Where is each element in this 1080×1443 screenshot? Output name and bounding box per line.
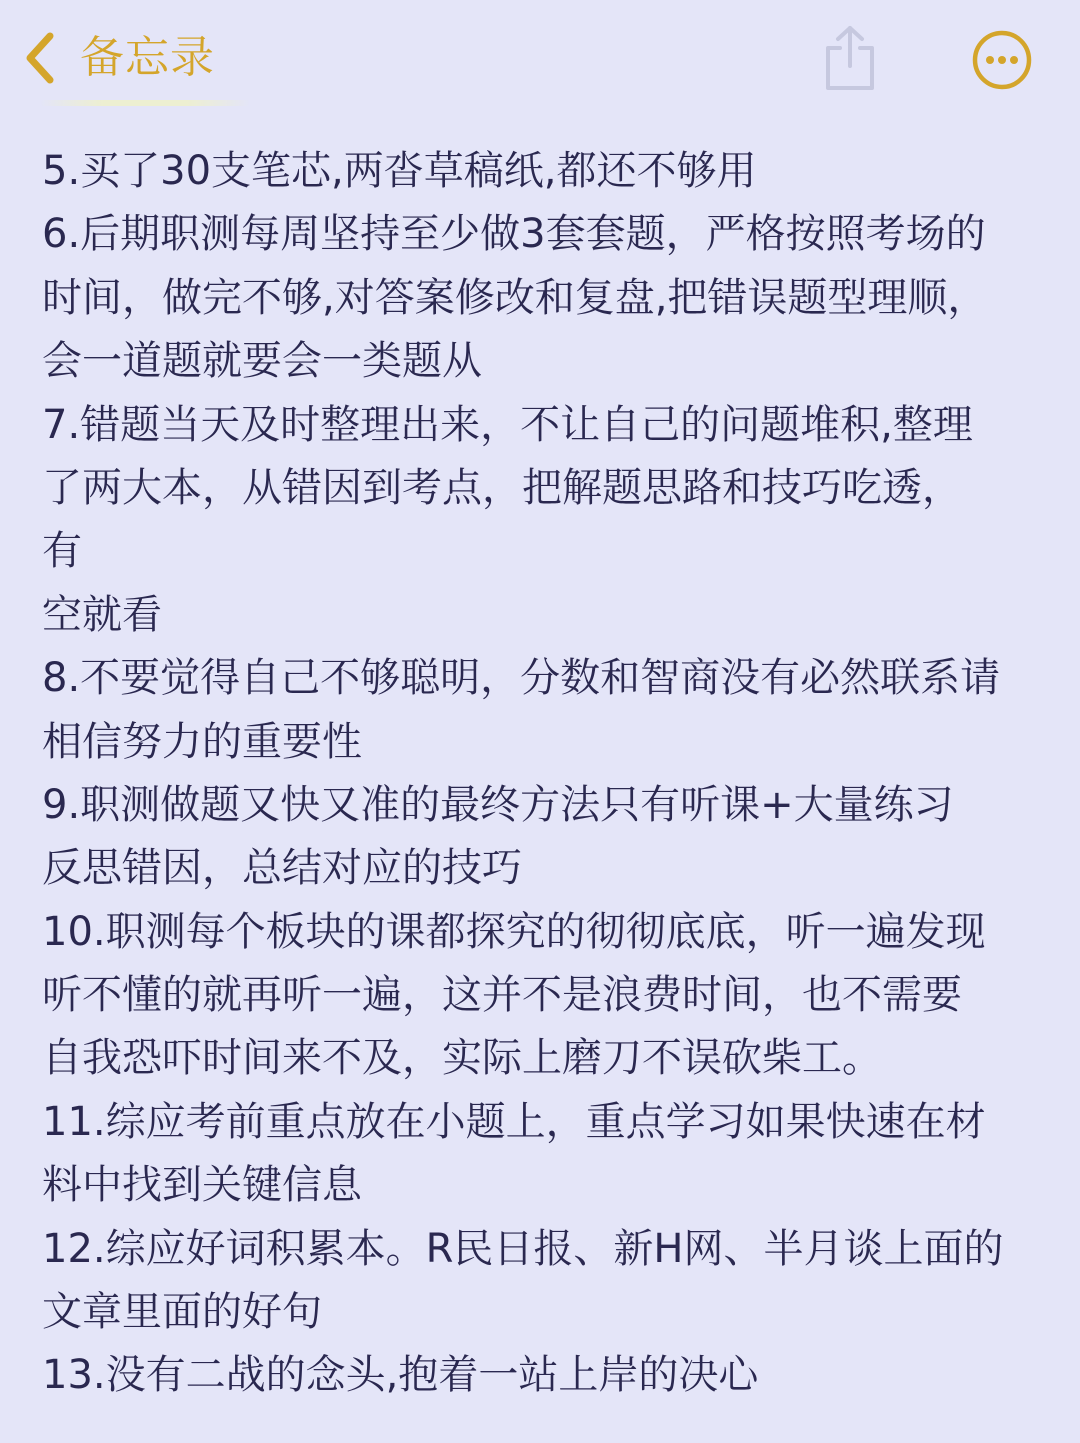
note-line: 相信努力的重要性 bbox=[42, 718, 362, 765]
note-line: 时间，做完不够,对答案修改和复盘,把错误题型理顺， bbox=[42, 274, 988, 321]
back-label-highlight bbox=[40, 100, 250, 106]
share-button[interactable] bbox=[818, 22, 882, 94]
note-line: 文章里面的好句 bbox=[42, 1289, 322, 1336]
note-line: 5.买了30支笔芯,两沓草稿纸,都还不够用 bbox=[42, 148, 757, 194]
note-line: 12.综应好词积累本。R民日报、新H网、半月谈上面的 bbox=[42, 1225, 1004, 1272]
note-line: 有 bbox=[42, 528, 82, 575]
note-line: 13.没有二战的念头,抱着一站上岸的决心 bbox=[42, 1352, 759, 1399]
note-line: 空就看 bbox=[42, 591, 162, 638]
note-body[interactable] bbox=[42, 140, 1042, 1408]
ellipsis-circle-icon bbox=[970, 28, 1034, 92]
note-line: 料中找到关键信息 bbox=[42, 1162, 362, 1209]
back-button[interactable] bbox=[18, 26, 215, 90]
note-line: 10.职测每个板块的课都探究的彻彻底底，听一遍发现 bbox=[42, 908, 986, 955]
note-line: 6.后期职测每周坚持至少做3套套题，严格按照考场的 bbox=[42, 211, 986, 258]
note-line: 自我恐吓时间来不及，实际上磨刀不误砍柴工。 bbox=[42, 1035, 882, 1082]
more-options-button[interactable] bbox=[970, 28, 1034, 92]
navigation-bar bbox=[0, 0, 1080, 120]
chevron-left-icon bbox=[18, 26, 62, 90]
note-line: 听不懂的就再听一遍，这并不是浪费时间，也不需要 bbox=[42, 972, 962, 1019]
note-line: 会一道题就要会一类题从 bbox=[42, 338, 482, 385]
note-line: 8.不要觉得自己不够聪明，分数和智商没有必然联系请 bbox=[42, 655, 1001, 702]
back-button-label: 备忘录 bbox=[80, 32, 215, 83]
note-line: 11.综应考前重点放在小题上，重点学习如果快速在材 bbox=[42, 1098, 986, 1145]
note-line: 反思错因，总结对应的技巧 bbox=[42, 845, 522, 892]
share-icon bbox=[818, 22, 882, 94]
note-line: 了两大本，从错因到考点，把解题思路和技巧吃透， bbox=[42, 464, 962, 511]
note-line: 7.错题当天及时整理出来，不让自己的问题堆积,整理 bbox=[42, 401, 973, 448]
note-line: 9.职测做题又快又准的最终方法只有听课+大量练习 bbox=[42, 781, 954, 828]
